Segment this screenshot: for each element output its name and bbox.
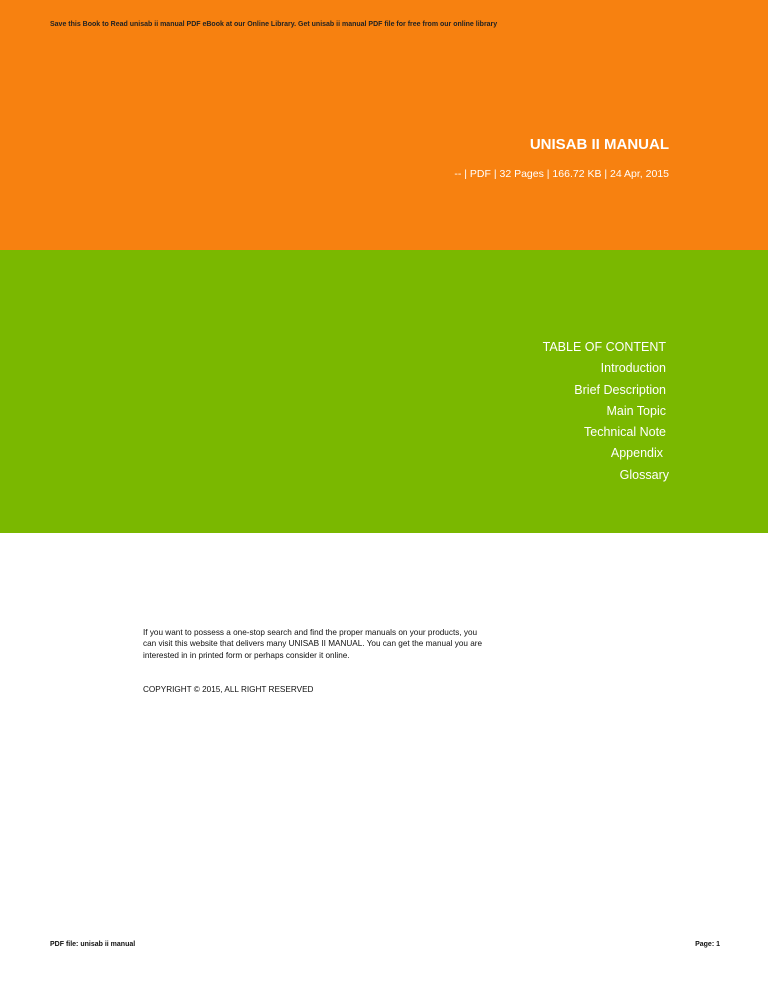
toc-heading: TABLE OF CONTENT (542, 340, 666, 354)
table-of-contents (543, 337, 669, 486)
toc-item-technical-note[interactable]: Technical Note (584, 425, 666, 440)
toc-item-brief-description[interactable]: Brief Description (574, 382, 666, 397)
footer-page-number: Page: 1 (695, 941, 720, 948)
toc-item-glossary[interactable]: Glossary (619, 467, 669, 482)
toc-item-appendix[interactable]: Appendix (610, 446, 663, 461)
copyright-notice: COPYRIGHT © 2015, ALL RIGHT RESERVED (143, 685, 314, 694)
footer-file-label: PDF file: unisab ii manual (50, 941, 136, 948)
description-paragraph: If you want to possess a one-stop search and find the proper manuals on your products, you can visit this website that delivers many UNISAB II MANUAL. You can get the manual you are interested in in printed form or perhaps consider it online. (143, 628, 483, 660)
header-note: Save this Book to Read unisab ii manual PDF eBook at our Online Library. Get unisab ii manual PDF file for free from our online library (50, 21, 498, 28)
toc-item-introduction[interactable]: Introduction (600, 361, 666, 376)
toc-item-main-topic[interactable]: Main Topic (606, 403, 666, 418)
document-title: UNISAB II MANUAL (529, 136, 669, 153)
orange-cover-band (0, 0, 768, 250)
document-meta: -- | PDF | 32 Pages | 166.72 KB | 24 Apr, 2015 (454, 168, 669, 180)
